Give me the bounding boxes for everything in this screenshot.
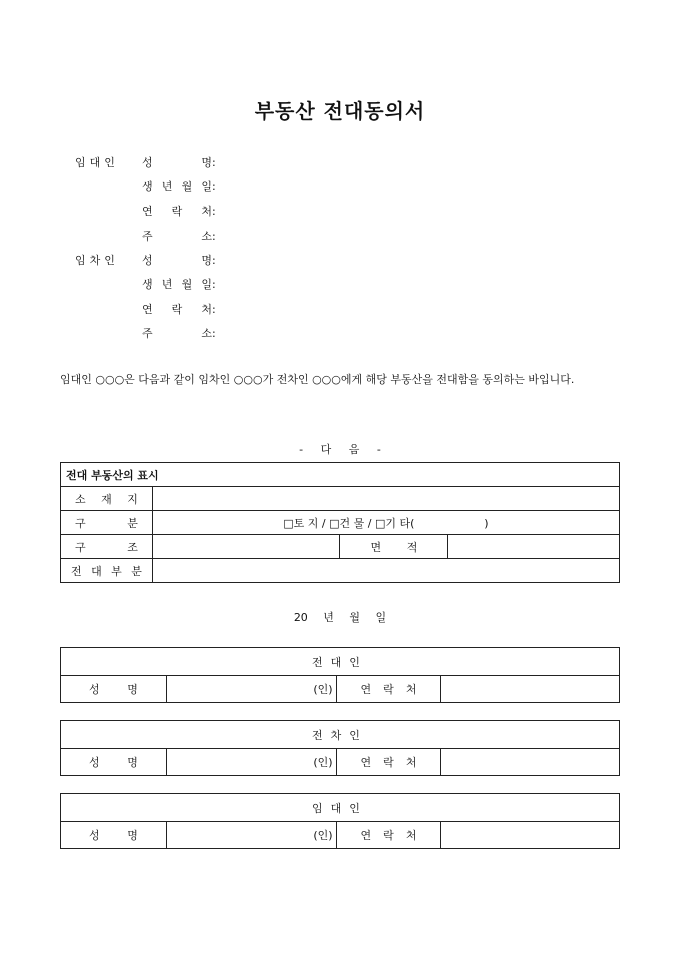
- seal-mark: (인): [313, 829, 333, 842]
- sublessor-signature-table: [60, 647, 620, 703]
- area-value[interactable]: [448, 535, 620, 559]
- area-label: 면 적: [340, 535, 448, 559]
- seal-mark: (인): [313, 756, 333, 769]
- contact-label: 연 락 처: [142, 303, 212, 316]
- name-label: 성 명: [61, 676, 167, 703]
- sublease-part-value[interactable]: [152, 559, 619, 583]
- name-value[interactable]: [166, 822, 336, 849]
- sublease-part-row: [61, 559, 620, 583]
- contact-label: 연 락 처: [142, 205, 212, 218]
- type-row: [61, 511, 620, 535]
- location-value[interactable]: [152, 487, 619, 511]
- subtenant-title: 전차인: [61, 721, 620, 749]
- note-heading: - 다 음 -: [299, 443, 381, 456]
- subtenant-signature-table: [60, 720, 620, 776]
- property-header: 전대 부동산의 표시: [61, 463, 620, 487]
- landlord-signature-table: [60, 793, 620, 849]
- location-row: [61, 487, 620, 511]
- address-label: 주 소: [142, 230, 212, 243]
- contact-label: 연 락 처: [336, 676, 441, 703]
- consent-statement: 임대인 ○○○은 다음과 같이 임차인 ○○○가 전차인 ○○○에게 해당 부동산을 전대함을 동의하는 바입니다.: [60, 373, 575, 386]
- date-line: 20 년 월 일: [293, 611, 387, 624]
- landlord-role-label: 임대인: [75, 156, 119, 169]
- name-label: 성 명: [142, 254, 212, 267]
- contact-value[interactable]: [441, 822, 620, 849]
- contact-value[interactable]: [441, 749, 620, 776]
- name-label: 성 명: [142, 156, 212, 169]
- contact-label: 연 락 처: [336, 822, 441, 849]
- location-label: 소 재 지: [61, 487, 153, 511]
- contact-label: 연 락 처: [336, 749, 441, 776]
- type-options[interactable]: □토 지 / □건 물 / □기 타( ): [152, 511, 619, 535]
- birthdate-label: 생 년 월 일: [142, 278, 212, 291]
- landlord-title: 임대인: [61, 794, 620, 822]
- sublease-part-label: 전 대 부 분: [61, 559, 153, 583]
- structure-row: [61, 535, 620, 559]
- tenant-role-label: 임차인: [75, 254, 119, 267]
- contact-value[interactable]: [441, 676, 620, 703]
- address-label: 주 소: [142, 327, 212, 340]
- birthdate-label: 생 년 월 일: [142, 180, 212, 193]
- property-table: [60, 462, 620, 583]
- name-label: 성 명: [61, 749, 167, 776]
- sublessor-title: 전대인: [61, 648, 620, 676]
- type-label: 구 분: [61, 511, 153, 535]
- seal-mark: (인): [313, 683, 333, 696]
- structure-label: 구 조: [61, 535, 153, 559]
- property-header-row: [61, 463, 620, 487]
- structure-value[interactable]: [152, 535, 340, 559]
- name-value[interactable]: [166, 749, 336, 776]
- document-title: 부동산 전대동의서: [254, 99, 426, 123]
- name-value[interactable]: [166, 676, 336, 703]
- name-label: 성 명: [61, 822, 167, 849]
